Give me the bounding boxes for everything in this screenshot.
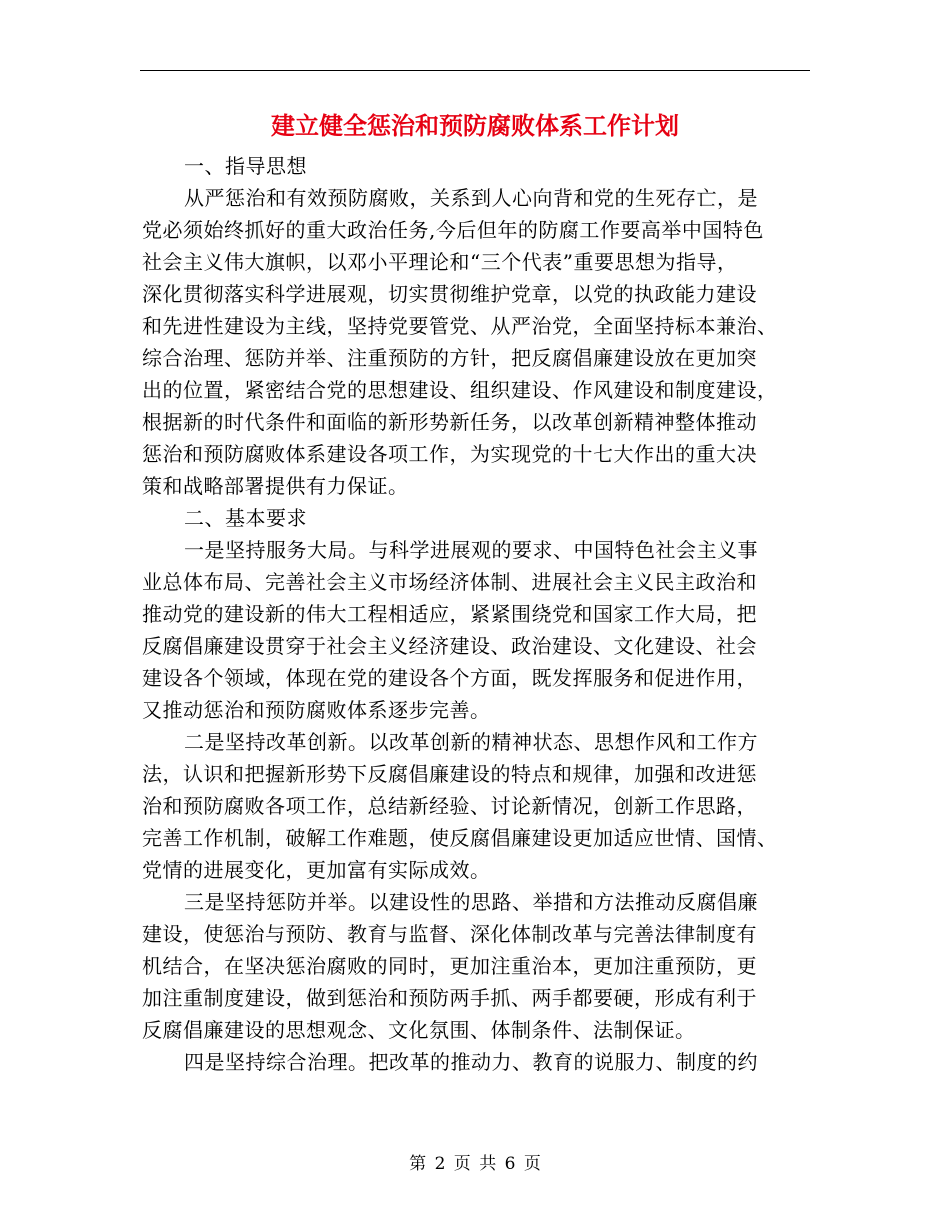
body-text-line: 治和预防腐败各项工作，总结新经验、讨论新情况，创新工作思路，	[142, 794, 757, 818]
body-text-line: 惩治和预防腐败体系建设各项工作，为实现党的十七大作出的重大决	[142, 442, 757, 466]
body-text-line: 社会主义伟大旗帜，以邓小平理论和“三个代表”重要思想为指导，	[142, 250, 738, 274]
body-text-line: 加注重制度建设，做到惩治和预防两手抓、两手都要硬，形成有利于	[142, 986, 757, 1010]
body-text-line: 二是坚持改革创新。以改革创新的精神状态、思想作风和工作方	[184, 730, 758, 754]
body-text-line: 完善工作机制，破解工作难题，使反腐倡廉建设更加适应世情、国情、	[142, 826, 778, 850]
body-text-line: 推动党的建设新的伟大工程相适应，紧紧围绕党和国家工作大局，把	[142, 602, 757, 626]
document-body	[142, 150, 812, 1078]
document-title: 建立健全惩治和预防腐败体系工作计划	[271, 111, 679, 140]
page-footer: 第 2 页 共 6 页	[409, 1154, 541, 1174]
body-text-line: 机结合，在坚决惩治腐败的同时，更加注重治本，更加注重预防，更	[142, 954, 757, 978]
body-text-line: 和先进性建设为主线，坚持党要管党、从严治党，全面坚持标本兼治、	[142, 314, 778, 338]
body-text-line: 三是坚持惩防并举。以建设性的思路、举措和方法推动反腐倡廉	[184, 890, 758, 914]
body-text-line: 四是坚持综合治理。把改革的推动力、教育的说服力、制度的约	[184, 1050, 758, 1074]
body-text-line: 策和战略部署提供有力保证。	[142, 474, 409, 498]
body-text-line: 反腐倡廉建设贯穿于社会主义经济建设、政治建设、文化建设、社会	[142, 634, 757, 658]
body-text-line: 二、基本要求	[184, 506, 307, 530]
body-text-line: 又推动惩治和预防腐败体系逐步完善。	[142, 698, 491, 722]
body-text-line: 法，认识和把握新形势下反腐倡廉建设的特点和规律，加强和改进惩	[142, 762, 757, 786]
body-text-line: 出的位置，紧密结合党的思想建设、组织建设、作风建设和制度建设，	[142, 378, 778, 402]
body-text-line: 一是坚持服务大局。与科学进展观的要求、中国特色社会主义事	[184, 538, 758, 562]
body-text-line: 从严惩治和有效预防腐败，关系到人心向背和党的生死存亡，是	[184, 186, 758, 210]
body-text-line: 根据新的时代条件和面临的新形势新任务，以改革创新精神整体推动	[142, 410, 757, 434]
body-text-line: 一、指导思想	[184, 154, 307, 178]
body-text-line: 业总体布局、完善社会主义市场经济体制、进展社会主义民主政治和	[142, 570, 757, 594]
header-rule	[140, 70, 810, 71]
body-text-line: 深化贯彻落实科学进展观，切实贯彻维护党章，以党的执政能力建设	[142, 282, 757, 306]
body-text-line: 党情的进展变化，更加富有实际成效。	[142, 858, 491, 882]
body-text-line: 建设各个领域，体现在党的建设各个方面，既发挥服务和促进作用，	[142, 666, 757, 690]
body-text-line: 党必须始终抓好的重大政治任务,今后但年的防腐工作要高举中国特色	[142, 218, 764, 242]
body-text-line: 综合治理、惩防并举、注重预防的方针，把反腐倡廉建设放在更加突	[142, 346, 757, 370]
body-text-line: 反腐倡廉建设的思想观念、文化氛围、体制条件、法制保证。	[142, 1018, 696, 1042]
body-text-line: 建设，使惩治与预防、教育与监督、深化体制改革与完善法律制度有	[142, 922, 757, 946]
